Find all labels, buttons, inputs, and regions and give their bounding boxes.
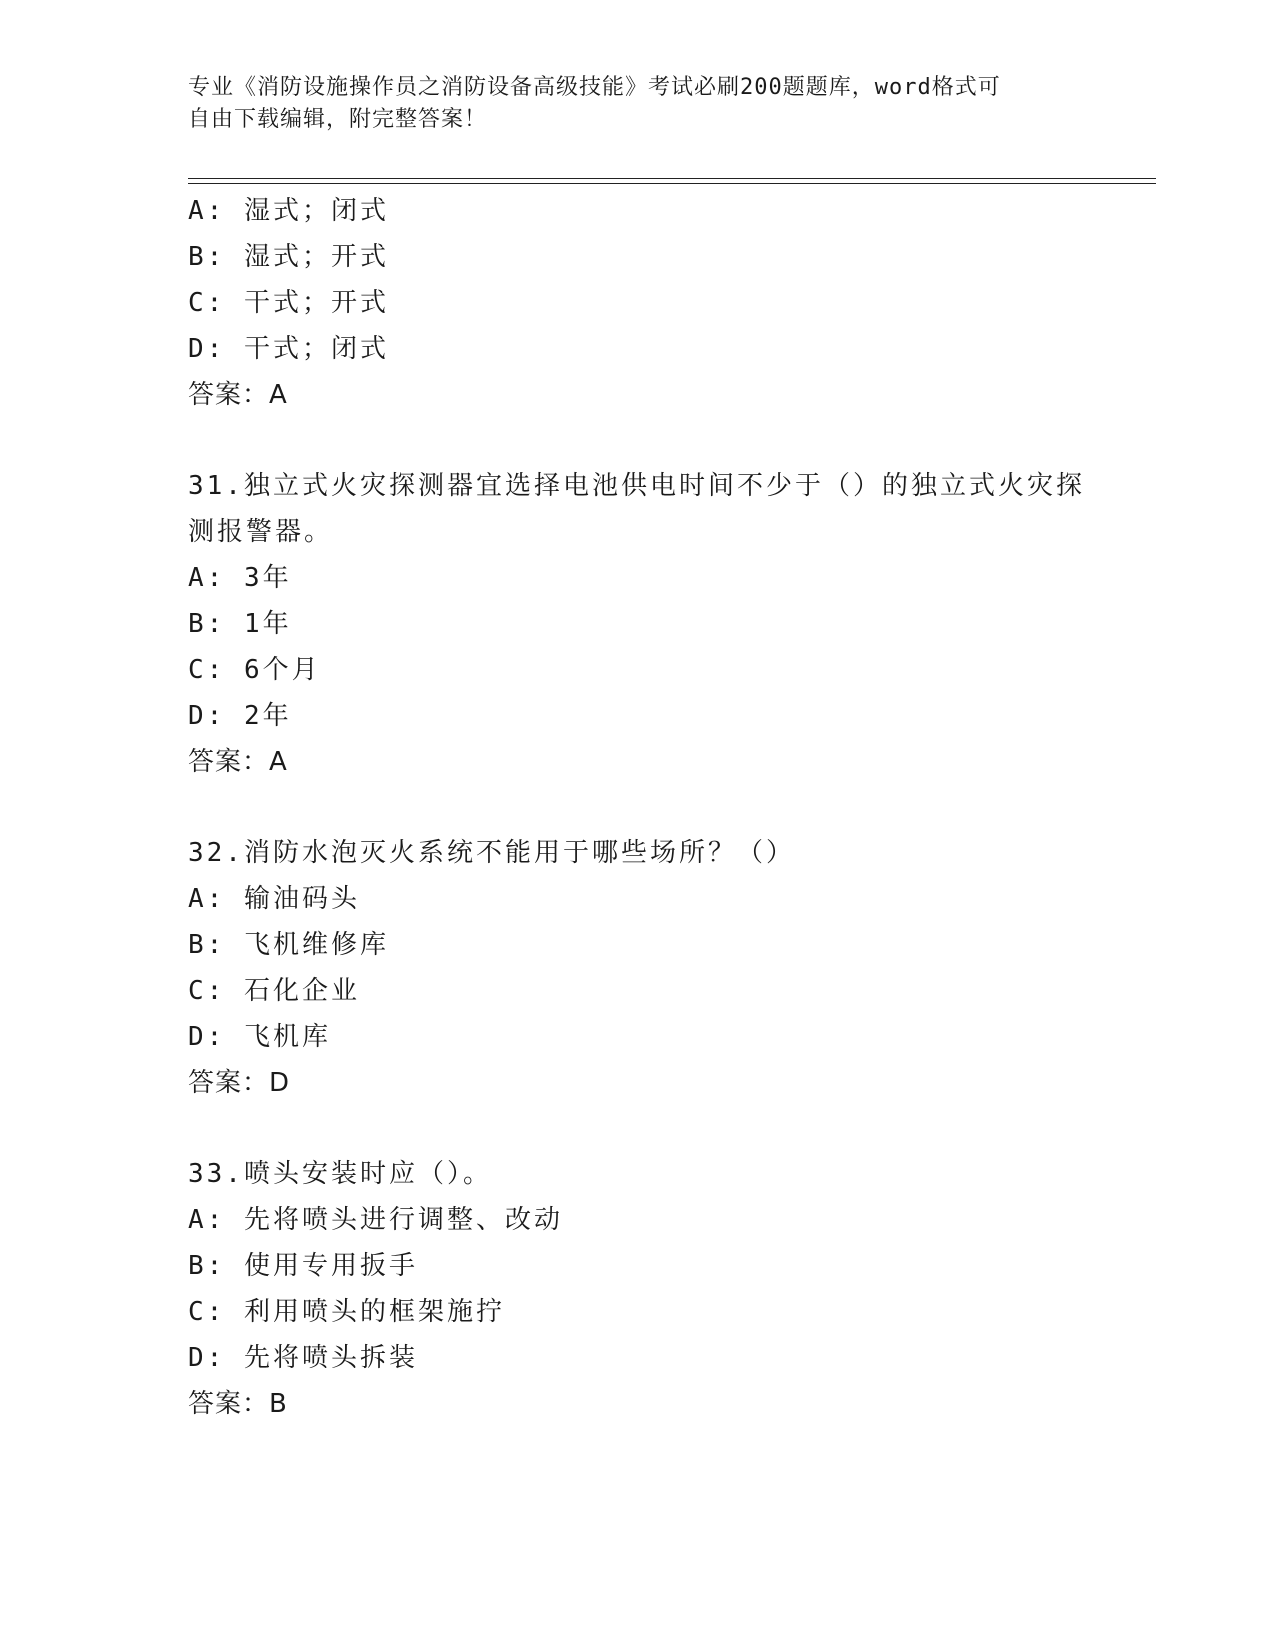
option-b: B: 湿式；开式 — [188, 242, 389, 272]
document-header — [188, 72, 1088, 136]
header-line-1: 专业《消防设施操作员之消防设备高级技能》考试必刷200题题库，word格式可 — [188, 75, 1001, 100]
option-b: B: 使用专用扳手 — [188, 1251, 418, 1281]
question-33 — [188, 1151, 1088, 1427]
question-text: 32.消防水泡灭火系统不能用于哪些场所？（） — [188, 838, 795, 868]
option-a: A: 先将喷头进行调整、改动 — [188, 1205, 563, 1235]
question-text-continued: 测报警器。 — [188, 517, 334, 547]
option-c: C: 利用喷头的框架施拧 — [188, 1297, 505, 1327]
option-a: A: 湿式；闭式 — [188, 196, 389, 226]
option-d: D: 先将喷头拆装 — [188, 1343, 418, 1373]
answer-line: 答案：D — [188, 1068, 291, 1098]
option-b: B: 飞机维修库 — [188, 930, 389, 960]
option-a: A: 3年 — [188, 563, 292, 593]
question-31 — [188, 463, 1088, 785]
option-d: D: 飞机库 — [188, 1022, 331, 1052]
option-c: C: 6个月 — [188, 655, 321, 685]
option-d: D: 干式；闭式 — [188, 334, 389, 364]
option-d: D: 2年 — [188, 701, 292, 731]
question-32 — [188, 830, 1088, 1106]
option-a: A: 输油码头 — [188, 884, 360, 914]
question-text: 31.独立式火灾探测器宜选择电池供电时间不少于（）的独立式火灾探 — [188, 471, 1085, 501]
option-b: B: 1年 — [188, 609, 292, 639]
question-30-continuation — [188, 188, 1088, 418]
answer-line: 答案：A — [188, 747, 288, 777]
option-c: C: 石化企业 — [188, 976, 360, 1006]
question-text: 33.喷头安装时应（）。 — [188, 1159, 492, 1189]
answer-line: 答案：A — [188, 380, 288, 410]
answer-line: 答案：B — [188, 1389, 288, 1419]
header-divider-top — [188, 178, 1156, 179]
question-list — [188, 188, 1088, 1427]
header-divider-bottom — [188, 183, 1156, 184]
header-line-2: 自由下载编辑，附完整答案！ — [188, 107, 488, 132]
option-c: C: 干式；开式 — [188, 288, 389, 318]
